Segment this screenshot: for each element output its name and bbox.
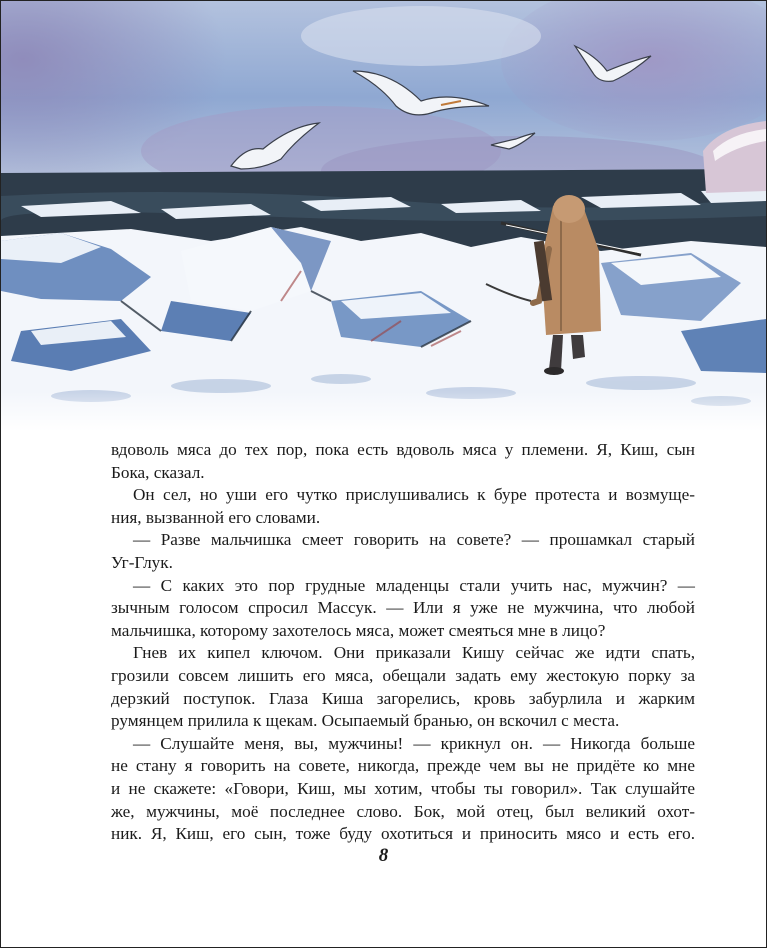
text-line: зычным голосом спросил Массук. — Или я уже не мужчина, что любой: [111, 598, 695, 618]
text-line: Гнев их кипел ключом. Они приказали Кишу сейчас же идти спать,: [133, 643, 695, 663]
text-line: мальчишка, которому захотелось мяса, может смеяться мне в лицо?: [111, 620, 606, 640]
text-line: Уг-Глук.: [111, 552, 173, 572]
text-line: грозили совсем лишить его мяса, обещали задать ему жестокую порку за: [111, 665, 695, 685]
body-text: [111, 439, 695, 846]
text-line: же, мужчины, моё последнее слово. Бок, мой отец, был великий охот-: [111, 801, 695, 821]
text-line: — С каких это пор грудные младенцы стали учить нас, мужчин? —: [133, 575, 695, 595]
text-line: ния, вызванной его словами.: [111, 507, 321, 527]
text-line: — Разве мальчишка смеет говорить на совете? — прошамкал старый: [133, 530, 695, 550]
text-line: ник. Я, Киш, его сын, тоже буду охотиться и приносить мясо и есть его.: [111, 824, 695, 844]
text-line: Он сел, но уши его чутко прислушивались к буре протеста и возмуще-: [133, 485, 695, 505]
cloud: [301, 6, 541, 66]
text-line: не стану я говорить на совете, никогда, прежде чем вы не придёте ко мне: [111, 756, 695, 776]
text-line: — Слушайте меня, вы, мужчины! — крикнул он. — Никогда больше: [133, 733, 695, 753]
text-line: дерзкий поступок. Глаза Киша загорелись, кровь забурлила и жарким: [111, 688, 695, 708]
arctic-illustration: [1, 1, 766, 431]
text-line: и не скажете: «Говори, Киш, мы хотим, чтобы ты говорил». Так слушайте: [111, 778, 695, 798]
text-line: Бока, сказал.: [111, 462, 205, 482]
text-line: вдоволь мяса до тех пор, пока есть вдоволь мяса у племени. Я, Киш, сын: [111, 440, 695, 459]
text-line: румянцем прилила к щекам. Осыпаемый бранью, он вскочил с места.: [111, 711, 620, 731]
page-number: 8: [378, 845, 389, 866]
